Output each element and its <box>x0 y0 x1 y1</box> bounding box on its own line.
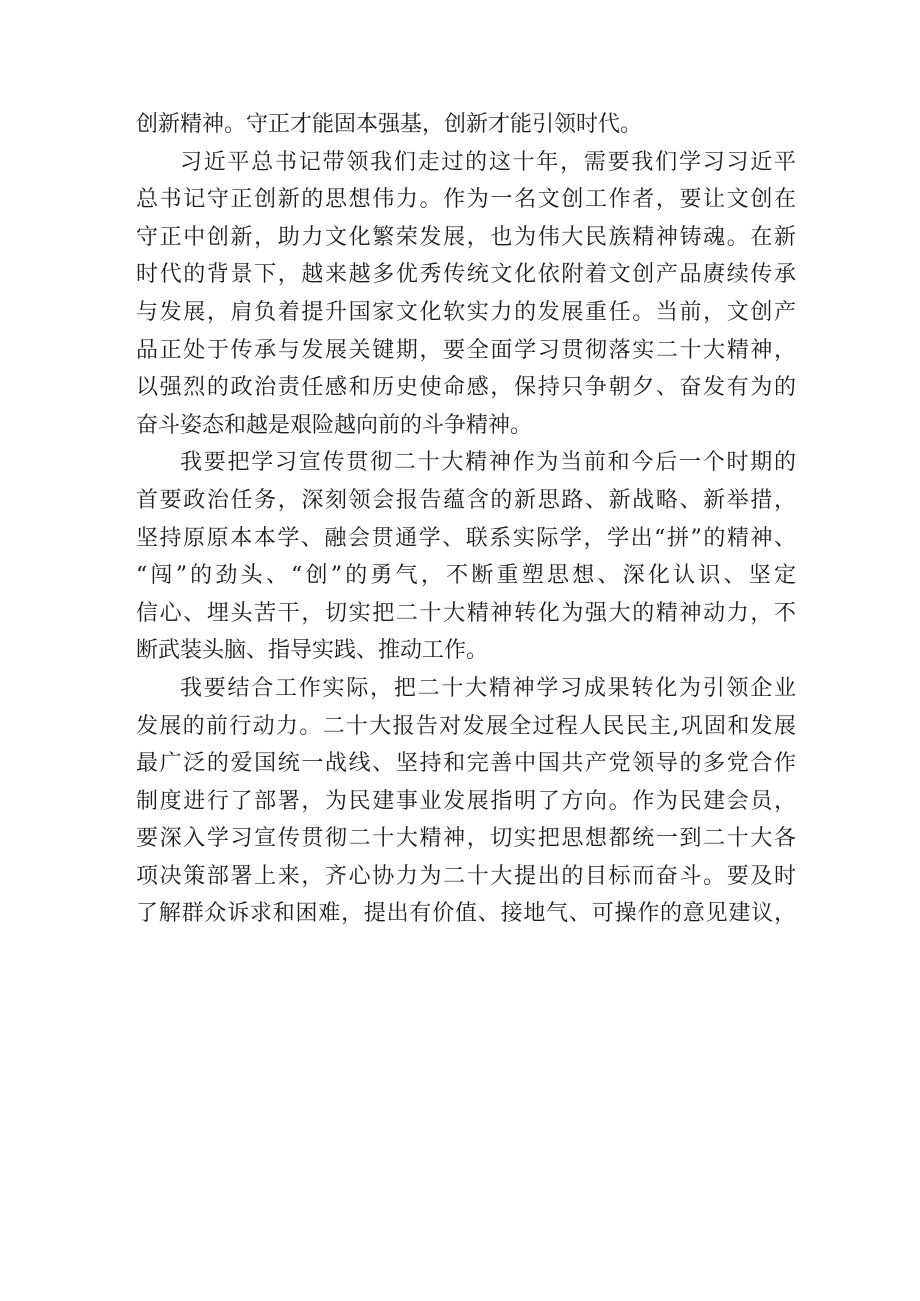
paragraph-line: 创新精神。守正才能固本强基，创新才能引领时代。 <box>136 112 643 137</box>
paragraph-line: 奋斗姿态和越是艰险越向前的斗争精神。 <box>136 412 533 438</box>
paragraph-line: 我要结合工作实际，把二十大精神学习成果转化为引领企业 <box>180 675 796 701</box>
paragraph-line: 最广泛的爱国统一战线、坚持和完善中国共产党领导的多党合作 <box>136 751 796 777</box>
paragraph-line: 我要把学习宣传贯彻二十大精神作为当前和今后一个时期的 <box>180 450 796 476</box>
paragraph-line: 项决策部署上来，齐心协力为二十大提出的目标而奋斗。要及时 <box>136 863 796 889</box>
paragraph-line: 品正处于传承与发展关键期，要全面学习贯彻落实二十大精神， <box>136 337 796 363</box>
document-body <box>136 106 796 933</box>
paragraph-line: “闯”的劲头、“创”的勇气，不断重塑思想、深化认识、坚定 <box>136 563 796 589</box>
paragraph-line: 断武装头脑、指导实践、推动工作。 <box>136 638 489 664</box>
paragraph-line: 要深入学习宣传贯彻二十大精神，切实把思想都统一到二十大各 <box>136 826 796 852</box>
paragraph-line: 习近平总书记带领我们走过的这十年，需要我们学习习近平 <box>180 149 796 175</box>
paragraph-line: 与发展，肩负着提升国家文化软实力的发展重任。当前，文创产 <box>136 299 796 325</box>
paragraph-line: 坚持原原本本学、融会贯通学、联系实际学，学出“拼”的精神、 <box>136 525 796 551</box>
paragraph-line: 首要政治任务，深刻领会报告蕴含的新思路、新战略、新举措， <box>136 487 796 513</box>
paragraph-line: 时代的背景下，越来越多优秀传统文化依附着文创产品赓续传承 <box>136 262 796 288</box>
paragraph-line: 发展的前行动力。二十大报告对发展全过程人民民主,巩固和发展 <box>136 713 796 739</box>
paragraph-line: 信心、埋头苦干，切实把二十大精神转化为强大的精神动力，不 <box>136 600 796 626</box>
paragraph-line: 了解群众诉求和困难，提出有价值、接地气、可操作的意见建议， <box>136 901 796 927</box>
paragraph-line: 守正中创新，助力文化繁荣发展，也为伟大民族精神铸魂。在新 <box>136 224 796 250</box>
paragraph-line: 以强烈的政治责任感和历史使命感，保持只争朝夕、奋发有为的 <box>136 375 796 401</box>
paragraph-line: 总书记守正创新的思想伟力。作为一名文创工作者，要让文创在 <box>136 187 796 213</box>
paragraph-line: 制度进行了部署，为民建事业发展指明了方向。作为民建会员， <box>136 788 796 814</box>
